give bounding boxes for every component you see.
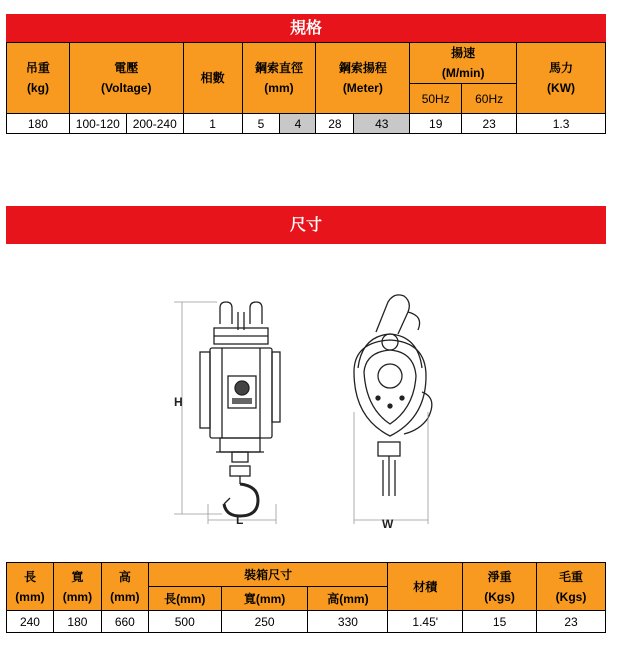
cell-gross-weight: 23 xyxy=(537,611,606,633)
cell-diameter-2: 4 xyxy=(280,114,316,134)
header-phase: 相數 xyxy=(183,43,242,114)
header-speed-60hz: 60Hz xyxy=(462,84,517,114)
cell-height: 660 xyxy=(101,611,148,633)
header-box-height: 高(mm) xyxy=(308,587,388,611)
header-rope-lift: 鋼索揚程 (Meter) xyxy=(316,43,410,114)
header-voltage: 電壓 (Voltage) xyxy=(69,43,183,114)
header-load: 吊重 (kg) xyxy=(7,43,70,114)
cell-speed-60hz: 23 xyxy=(462,114,517,134)
header-power: 馬力 (KW) xyxy=(517,43,606,114)
cell-lift-2: 43 xyxy=(354,114,410,134)
label-l: L xyxy=(236,513,244,527)
header-speed-50hz: 50Hz xyxy=(410,84,462,114)
specs-table xyxy=(6,42,606,134)
header-speed: 揚速 (M/min) xyxy=(410,43,517,84)
cell-volume: 1.45' xyxy=(388,611,463,633)
cell-power: 1.3 xyxy=(517,114,606,134)
header-volume: 材積 xyxy=(388,563,463,611)
header-gross-weight: 毛重 (Kgs) xyxy=(537,563,606,611)
cell-lift-1: 28 xyxy=(316,114,354,134)
cell-voltage-2: 200-240 xyxy=(126,114,183,134)
size-table xyxy=(6,562,606,633)
header-rope-diameter: 鋼索直徑 (mm) xyxy=(242,43,316,114)
header-box-length: 長(mm) xyxy=(148,587,221,611)
cell-diameter-1: 5 xyxy=(242,114,280,134)
label-w: W xyxy=(382,517,394,530)
cell-box-height: 330 xyxy=(308,611,388,633)
header-box-width: 寬(mm) xyxy=(221,587,308,611)
cell-load: 180 xyxy=(7,114,70,134)
hoist-dimension-drawing xyxy=(112,272,502,530)
header-box-size: 裝箱尺寸 xyxy=(148,563,388,587)
header-length: 長 (mm) xyxy=(7,563,54,611)
hoist-drawing-svg xyxy=(112,272,502,530)
cell-box-width: 250 xyxy=(221,611,308,633)
header-net-weight: 淨重 (Kgs) xyxy=(463,563,537,611)
specs-title: 規格 xyxy=(6,14,606,42)
cell-speed-50hz: 19 xyxy=(410,114,462,134)
dimensions-title: 尺寸 xyxy=(6,206,606,244)
cell-box-length: 500 xyxy=(148,611,221,633)
header-height: 高 (mm) xyxy=(101,563,148,611)
header-width: 寬 (mm) xyxy=(53,563,101,611)
cell-width: 180 xyxy=(53,611,101,633)
cell-length: 240 xyxy=(7,611,54,633)
cell-net-weight: 15 xyxy=(463,611,537,633)
label-h: H xyxy=(174,395,183,409)
cell-phase: 1 xyxy=(183,114,242,134)
cell-voltage-1: 100-120 xyxy=(69,114,126,134)
